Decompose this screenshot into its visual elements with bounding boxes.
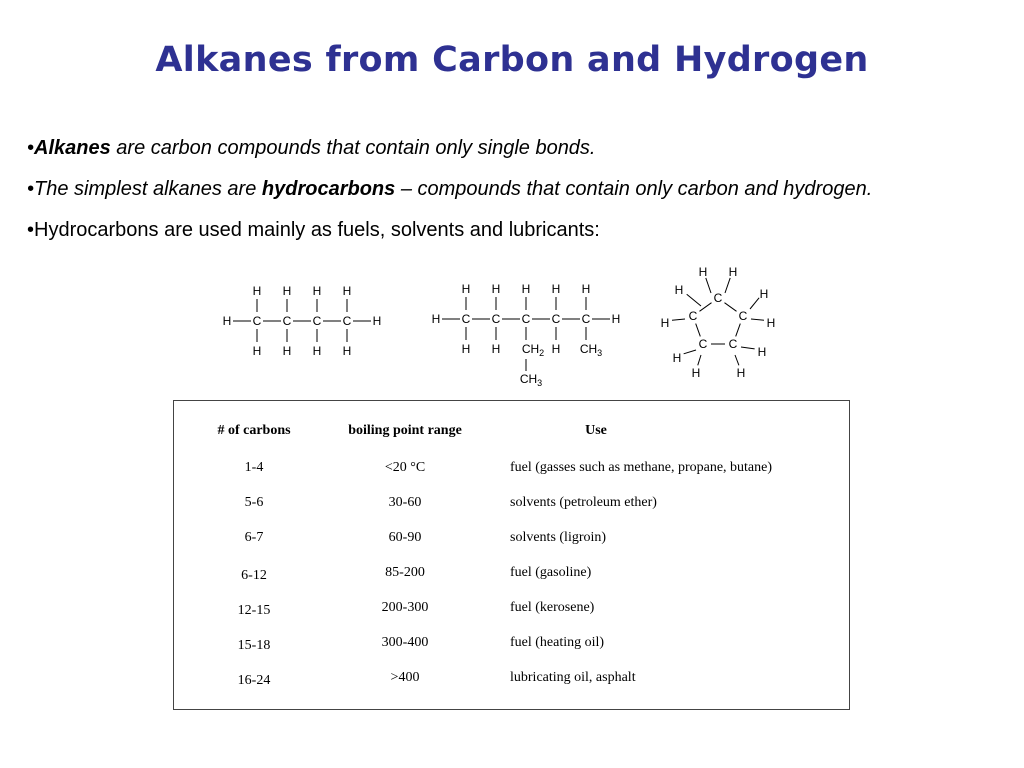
bullet-text: – compounds that contain only carbon and hydrogen.	[395, 178, 873, 200]
bullet-text: Hydrocarbons are used mainly as fuels, solvents and lubricants:	[34, 219, 600, 241]
atom-h: H	[674, 283, 684, 297]
bond-line	[741, 347, 755, 349]
atom-c: C	[342, 314, 352, 328]
atom-h: H	[491, 282, 501, 296]
atom-h: H	[581, 282, 591, 296]
table-cell-boiling: 300-400	[381, 635, 429, 650]
table-cell-boiling: 60-90	[388, 530, 422, 545]
bond-line	[724, 303, 736, 312]
atom-c: C	[728, 337, 738, 351]
atom-h: H	[736, 366, 746, 380]
bond-line	[750, 298, 759, 309]
table-cell-boiling: 85-200	[385, 565, 425, 580]
atom-h: H	[312, 344, 322, 358]
bond-line	[706, 278, 711, 293]
atom-h: H	[691, 366, 701, 380]
atom-h: H	[611, 312, 621, 326]
slide-title: Alkanes from Carbon and Hydrogen	[155, 40, 869, 80]
table-cell-carbons: 5-6	[244, 495, 264, 510]
bullet-bold-term: hydrocarbons	[261, 178, 396, 200]
bond-line	[687, 294, 701, 306]
table-header-boiling: boiling point range	[348, 423, 462, 438]
table-cell-boiling: >400	[390, 670, 420, 685]
atom-h: H	[372, 314, 382, 328]
atom-h: H	[342, 344, 352, 358]
bond-line	[725, 278, 730, 293]
atom-c: C	[581, 312, 591, 326]
bullet-text: The simplest alkanes are	[34, 178, 262, 200]
table-cell-use: solvents (ligroin)	[510, 530, 607, 545]
atom-h: H	[766, 316, 776, 330]
table-cell-carbons: 6-12	[241, 568, 267, 583]
bond-line	[696, 324, 701, 337]
atom-c: C	[738, 309, 748, 323]
atom-h: H	[431, 312, 441, 326]
atom-c: C	[551, 312, 561, 326]
atom-c: C	[688, 309, 698, 323]
atom-h: H	[759, 287, 769, 301]
table-cell-use: lubricating oil, asphalt	[510, 670, 636, 685]
table-header-use: Use	[585, 423, 607, 438]
table-cell-carbons: 6-7	[244, 530, 264, 545]
atom-c: C	[312, 314, 322, 328]
atom-h: H	[282, 284, 292, 298]
table-cell-use: fuel (gasoline)	[510, 565, 592, 580]
table-cell-boiling: 200-300	[381, 600, 429, 615]
bullet-bold-term: Alkanes	[34, 137, 111, 159]
atom-h: H	[461, 282, 471, 296]
group-ch3: $CH_3$	[519, 372, 543, 388]
bullet-marker: •	[27, 219, 35, 241]
group-ch2: $CH_2$	[521, 342, 545, 358]
atom-c: C	[252, 314, 262, 328]
atom-h: H	[521, 282, 531, 296]
alkane-uses-table	[173, 400, 850, 710]
atom-h: H	[222, 314, 232, 328]
table-cell-carbons: 12-15	[237, 603, 271, 618]
atom-h: H	[252, 284, 262, 298]
bond-line	[699, 303, 711, 312]
atom-h: H	[698, 265, 708, 279]
atom-h: H	[312, 284, 322, 298]
atom-h: H	[757, 345, 767, 359]
table-cell-use: fuel (kerosene)	[510, 600, 595, 615]
atom-h: H	[342, 284, 352, 298]
atom-h: H	[461, 342, 471, 356]
table-cell-carbons: 15-18	[237, 638, 271, 653]
atom-c: C	[698, 337, 708, 351]
atom-c: C	[282, 314, 292, 328]
table-cell-use: fuel (heating oil)	[510, 635, 605, 650]
table-cell-use: fuel (gasses such as methane, propane, butane)	[510, 460, 773, 475]
atom-h: H	[252, 344, 262, 358]
table-cell-use: solvents (petroleum ether)	[510, 495, 657, 510]
atom-h: H	[672, 351, 682, 365]
atom-h: H	[728, 265, 738, 279]
bullet-marker: •	[27, 137, 35, 159]
table-cell-carbons: 16-24	[237, 673, 271, 688]
group-ch3: $CH_3$	[579, 342, 603, 358]
bond-line	[736, 324, 741, 337]
atom-h: H	[660, 316, 670, 330]
atom-c: C	[713, 291, 723, 305]
bond-line	[684, 350, 696, 354]
atom-c: C	[491, 312, 501, 326]
atom-h: H	[491, 342, 501, 356]
bullet-text: are carbon compounds that contain only single bonds.	[110, 137, 596, 159]
table-cell-carbons: 1-4	[244, 460, 264, 475]
table-cell-boiling: <20 °C	[384, 460, 426, 475]
atom-h: H	[282, 344, 292, 358]
atom-c: C	[461, 312, 471, 326]
bond-line	[735, 355, 739, 365]
atom-h: H	[551, 342, 561, 356]
table-header-carbons: # of carbons	[217, 423, 291, 438]
atom-c: C	[521, 312, 531, 326]
bond-line	[698, 355, 701, 365]
bond-line	[672, 319, 685, 320]
atom-h: H	[551, 282, 561, 296]
cyclopentane-structure	[661, 265, 776, 380]
bond-line	[751, 319, 764, 320]
branched-alkane-structure	[432, 282, 621, 388]
butane-structure	[223, 284, 382, 358]
bullet-marker: •	[27, 178, 35, 200]
table-cell-boiling: 30-60	[388, 495, 422, 510]
